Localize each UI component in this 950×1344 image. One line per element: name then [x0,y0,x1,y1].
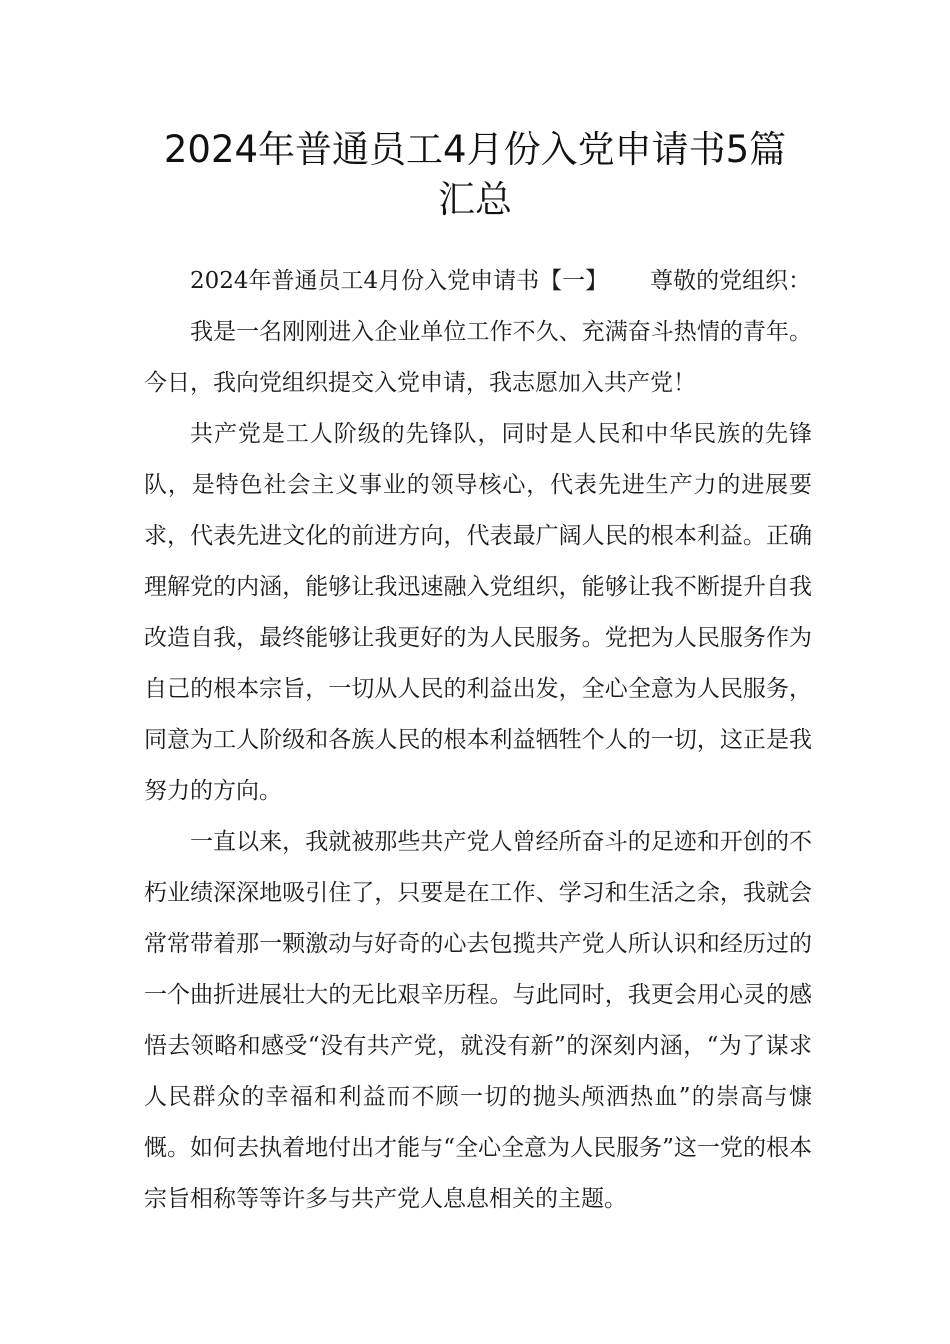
document-title [120,125,830,225]
paragraph-3: 一直以来，我就被那些共产党人曾经所奋斗的足迹和开创的不朽业绩深深地吸引住了，只要是在工作、学习和生活之余，我就会常常带着那一颗激动与好奇的心去包揽共产党人所认识和经历过的一个曲折进展壮大的无比艰辛历程。与此同时，我更会用心灵的感悟去领略和感受“没有共产党，就没有新”的深刻内涵，“为了谋求人民群众的幸福和利益而不顾一切的抛头颅洒热血”的崇高与慷慨。如何去执着地付出才能与“全心全意为人民服务”这一党的根本宗旨相称等等许多与共产党人息息相关的主题。 [144,829,812,1212]
paragraph-1: 我是一名刚刚进入企业单位工作不久、充满奋斗热情的青年。今日，我向党组织提交入党申请，我志愿加入共产党！ [144,319,812,396]
paragraph-2: 共产党是工人阶级的先锋队，同时是人民和中华民族的先锋队，是特色社会主义事业的领导核心，代表先进生产力的进展要求，代表先进文化的前进方向，代表最广阔人民的根本利益。正确理解党的内涵，能够让我迅速融入党组织，能够让我不断提升自我改造自我，最终能够让我更好的为人民服务。党把为人民服务作为自己的根本宗旨，一切从人民的利益出发，全心全意为人民服务，同意为工人阶级和各族人民的根本利益牺牲个人的一切，这正是我努力的方向。 [144,421,812,804]
title-line-2: 汇总 [438,178,512,221]
heading-paragraph [144,256,812,307]
title-line-1: 2024年普通员工4月份入党申请书5篇 [163,128,787,171]
salutation: 尊敬的党组织： [650,268,812,294]
section-heading: 2024年普通员工4月份入党申请书【一】 [190,268,609,294]
document-body [144,256,812,1225]
